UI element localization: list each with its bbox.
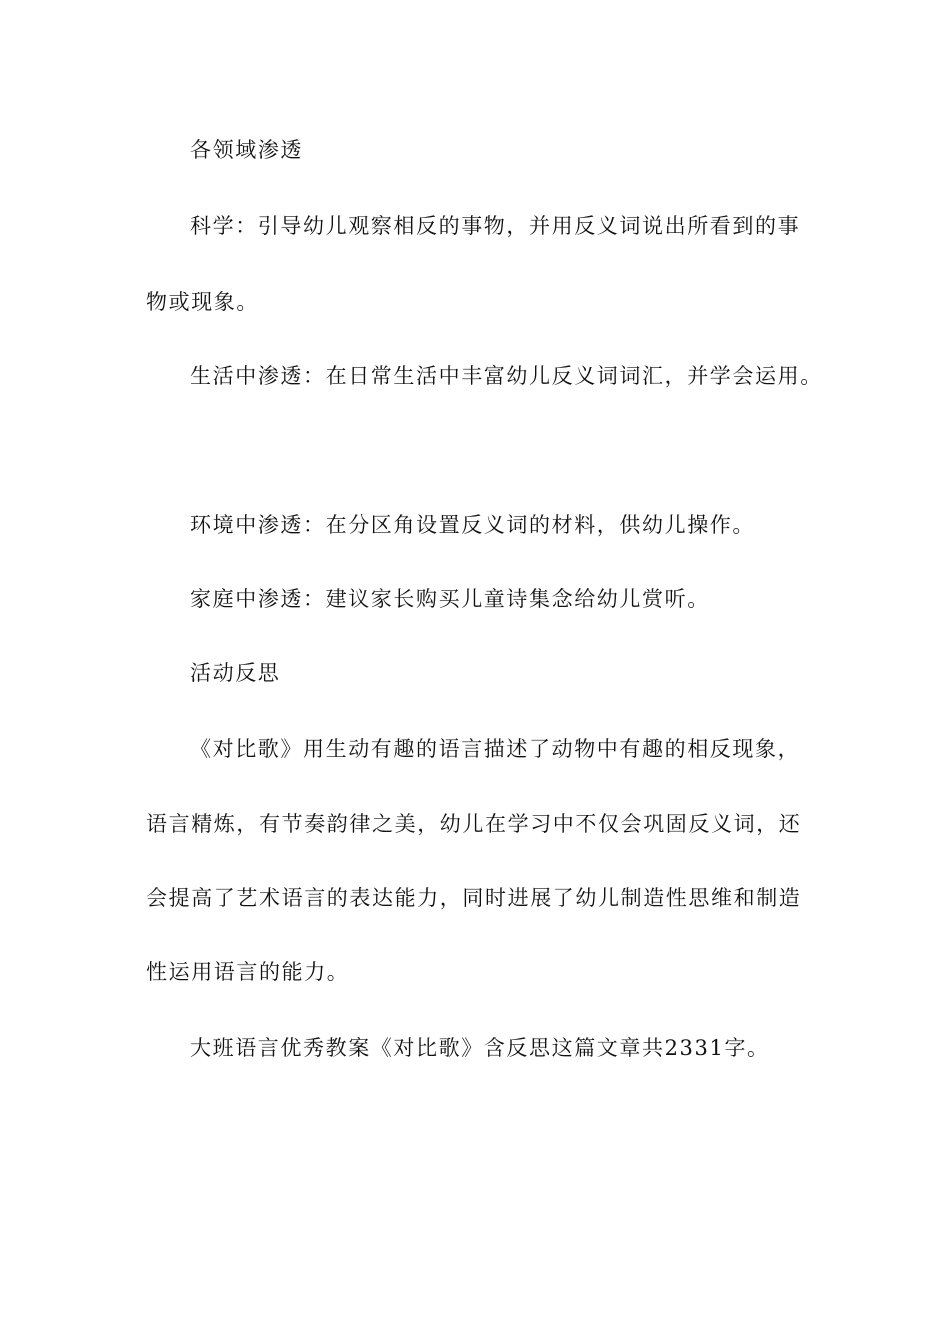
paragraph-reflection-line-4: 性运用语言的能力。 bbox=[146, 960, 350, 984]
paragraph-environment: 环境中渗透：在分区角设置反义词的材料，供幼儿操作。 bbox=[190, 513, 755, 537]
article-word-count-note: 大班语言优秀教案《对比歌》含反思这篇文章共2331字。 bbox=[190, 1036, 770, 1060]
paragraph-reflection-line-1: 《对比歌》用生动有趣的语言描述了动物中有趣的相反现象， bbox=[190, 737, 801, 761]
paragraph-science-line-2: 物或现象。 bbox=[146, 290, 259, 314]
paragraph-reflection-line-3: 会提高了艺术语言的表达能力，同时进展了幼儿制造性思维和制造 bbox=[146, 886, 802, 910]
section-heading-domain-integration: 各领域渗透 bbox=[190, 138, 303, 162]
paragraph-daily-life: 生活中渗透：在日常生活中丰富幼儿反义词词汇，并学会运用。 bbox=[190, 364, 823, 388]
paragraph-science-line-1: 科学：引导幼儿观察相反的事物，并用反义词说出所看到的事 bbox=[190, 214, 801, 238]
paragraph-family: 家庭中渗透：建议家长购买儿童诗集念给幼儿赏听。 bbox=[190, 587, 710, 611]
paragraph-reflection-line-2: 语言精炼，有节奏韵律之美，幼儿在学习中不仅会巩固反义词，还 bbox=[146, 812, 802, 836]
section-heading-reflection: 活动反思 bbox=[190, 661, 281, 685]
